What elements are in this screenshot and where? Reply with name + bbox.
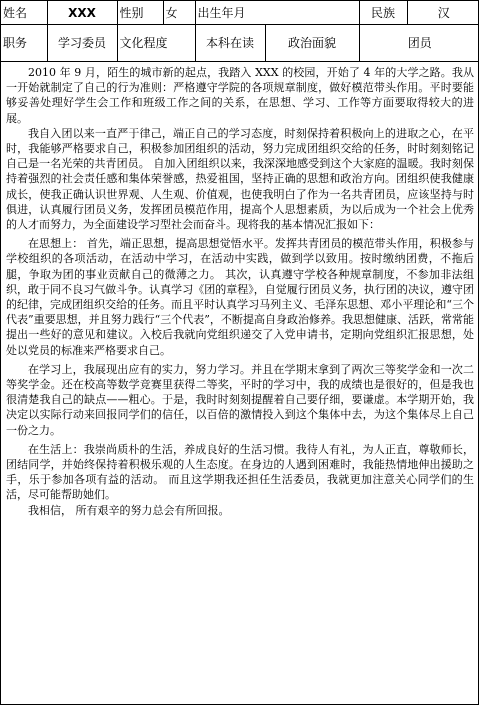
- political-label: 政治面貌: [265, 25, 359, 62]
- paragraph-life: 在生活上：我崇尚质朴的生活，养成良好的生活习惯。我待人有礼，为人正直，尊敬师长，团结同学，并始终保持着积极乐观的人生态度。在身边的人遇到困难时，我能热情地伸出援助之手，乐于参加各项有益的活动。 而且这学期我还担任生活委员，我就更加注意关心同学们的生活，尽可能帮助她们。: [6, 442, 474, 502]
- paragraph-intro: 2010 年 9 月，陌生的城市新的起点，我踏入 XXX 的校园，开始了 4 年的大学之路。我从一开始就制定了自己的行为准则：严格遵守学院的各项规章制度，做好模范带头作用。平时要能够妥善处理好学生会工作和班级工作之间的关系，在思想、学习、工作等方面要取得较大的进展。: [6, 66, 474, 125]
- ethnicity-label: 民族: [359, 1, 407, 25]
- ethnicity-value: 汉: [407, 1, 479, 25]
- education-label: 文化程度: [117, 25, 195, 62]
- gender-label: 性别: [117, 1, 163, 25]
- paragraph-league: 我自入团以来一直严于律己，端正自己的学习态度，时刻保持着积极向上的进取之心，在平时，我能够严格要求自己，积极参加团组织的活动，努力完成团组织交给的任务，时时刻刻铭记自己是一名光荣的共青团员。 自加入团组织以来，我深深地感受到这个大家庭的温暖。我时刻保持着强烈的社会责任感和集体荣誉感，热爱祖国，坚持正确的思想和政治方向。团组织使我健康成长，使我正确认识世界观、人生观、价值观，也使我明白了作为一名共青团员，应该坚持与时俱进，认真履行团员义务，发挥团员模范作用，提高个人思想素质，为以后成为一个社会上优秀的人才而努力，为全面建设学习型社会而奋斗。现将我的基本情况汇报如下：: [6, 126, 474, 232]
- name-label: 姓名: [1, 1, 47, 25]
- gender-value: 女: [163, 1, 195, 25]
- birth-label: 出生年月: [195, 1, 359, 25]
- header-row-2: [1, 25, 479, 62]
- position-value: 学习委员: [47, 25, 117, 62]
- paragraph-study: 在学习上，我展现出应有的实力，努力学习。并且在学期末拿到了两次三等奖学金和一次二等奖学金。还在校高等数学竞赛里获得二等奖，平时的学习中，我的成绩也是很好的，但是我也很清楚我自己的缺点——粗心。于是，我时时刻刻提醒着自己要仔细，要谦虚。本学期开始，我决定以实际行动来回报同学们的信任，以百倍的激情投入到这个集体中去，为这个集体尽上自己一份之力。: [6, 362, 474, 437]
- political-value: 团员: [359, 25, 479, 62]
- name-value: XXX: [47, 1, 117, 25]
- report-body: [1, 62, 478, 518]
- paragraph-closing: 我相信， 所有艰辛的努力总会有所回报。: [28, 503, 230, 517]
- header-row-1: [1, 1, 479, 25]
- info-header-table: [1, 1, 479, 62]
- education-value: 本科在读: [195, 25, 265, 62]
- position-label: 职务: [1, 25, 47, 62]
- paragraph-thought: 在思想上： 首先，端正思想，提高思想觉悟水平。发挥共青团员的模范带头作用，积极参与学校组织的各项活动，在活动中学习，在活动中实践，做到学以致用。按时缴纳团费，不拖后腿，争取为团的事业贡献自己的微薄之力。 其次，认真遵守学校各种规章制度，不参加非法组织，敢于同不良习气做斗争。认真学习《团的章程》，自觉履行团员义务，执行团的决议，遵守团的纪律，完成团组织交给的任务。而且平时认真学习马列主义、毛泽东思想、邓小平理论和“三个代表”重要思想，并且努力践行“三个代表”，不断提高自身政治修养。我思想健康、活跃，常常能提出一些好的意见和建议。入校后我就向党组织递交了入党申请书，定期向党组织汇报思想，处处以党员的标准来严格要求自己。: [6, 237, 474, 357]
